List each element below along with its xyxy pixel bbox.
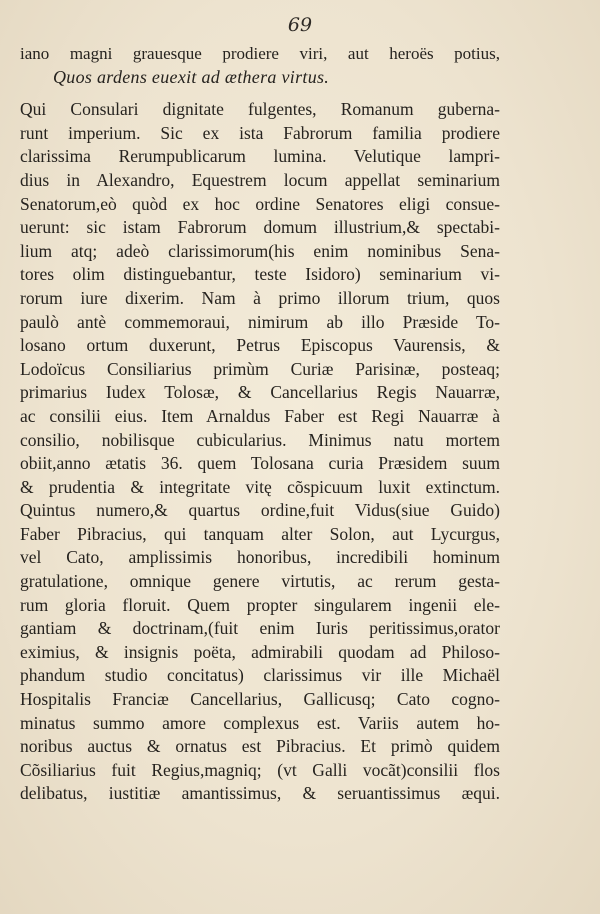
- text-line: & prudentia & integritate vitę cõspicuum luxit extinctum.: [20, 476, 500, 497]
- text-line: minatus summo amore complexus est. Variis autem ho-: [20, 712, 500, 733]
- text-line: uerunt: sic istam Fabrorum domum illustrium,& spectabi-: [20, 217, 500, 238]
- text-line: losano ortum duxerunt, Petrus Episcopus Vaurensis, &: [20, 335, 500, 356]
- text-line: clarissima Rerumpublicarum lumina. Velutique lampri-: [20, 146, 500, 167]
- text-line: paulò antè commemoraui, nimirum ab illo Præside To-: [20, 311, 500, 332]
- text-line: eximius, & insignis poëta, admirabili quodam ad Philoso-: [20, 641, 500, 662]
- text-line: Senatorum,eò quòd ex hoc ordine Senatores eligi consue-: [20, 193, 500, 214]
- text-line: Faber Pibracius, qui tanquam alter Solon, aut Lycurgus,: [20, 523, 500, 544]
- text-line: tores olim distinguebantur, teste Isidoro) seminarium vi-: [20, 264, 500, 285]
- text-line: lium atq; adeò clarissimorum(his enim nominibus Sena-: [20, 240, 500, 261]
- text-line: rorum iure dixerim. Nam à primo illorum trium, quos: [20, 287, 500, 308]
- text-line: gratulatione, omnique genere virtutis, ac rerum gesta-: [20, 571, 500, 592]
- page-text: [20, 42, 500, 806]
- text-line: Cõsiliarius fuit Regius,magniq; (vt Galli vocãt)consilii flos: [20, 759, 500, 780]
- text-line: Qui Consulari dignitate fulgentes, Romanum guberna-: [20, 99, 500, 120]
- text-line: runt imperium. Sic ex ista Fabrorum familia prodiere: [20, 122, 500, 143]
- text-line: Hospitalis Franciæ Cancellarius, Gallicusq; Cato cogno-: [20, 689, 500, 710]
- text-line: rum gloria floruit. Quem propter singularem ingenii ele-: [20, 594, 500, 615]
- text-line: obiit,anno ætatis 36. quem Tolosana curia Præsidem suum: [20, 453, 500, 474]
- page-number: 69: [287, 14, 313, 36]
- text-line: Lodoïcus Consiliarius primùm Curiæ Parisinæ, posteaq;: [20, 358, 500, 379]
- text-line: consilio, nobilisque cubicularius. Minimus natu mortem: [20, 429, 500, 450]
- text-line: vel Cato, amplissimis honoribus, incredibili hominum: [20, 547, 500, 568]
- text-line: Quintus numero,& quartus ordine,fuit Vidus(siue Guido): [20, 500, 500, 521]
- text-line: phandum studio concitatus) clarissimus vir ille Michaël: [20, 665, 500, 686]
- text-line: ac consilii eius. Item Arnaldus Faber est Regi Nauarræ à: [20, 405, 500, 426]
- text-line: primarius Iudex Tolosæ, & Cancellarius Regis Nauarræ,: [20, 382, 500, 403]
- text-line: dius in Alexandro, Equestrem locum appellat seminarium: [20, 169, 500, 190]
- text-line: gantiam & doctrinam,(fuit enim Iuris peritissimus,orator: [20, 618, 500, 639]
- text-line: delibatus, iustitiæ amantissimus, & seruantissimus æqui.: [20, 783, 500, 804]
- text-line: noribus auctus & ornatus est Pibracius. Et primò quidem: [20, 736, 500, 757]
- text-line: iano magni grauesque prodiere viri, aut heroës potius,: [20, 44, 500, 63]
- verse-line: Quos ardens euexit ad æthera virtus.: [53, 66, 330, 87]
